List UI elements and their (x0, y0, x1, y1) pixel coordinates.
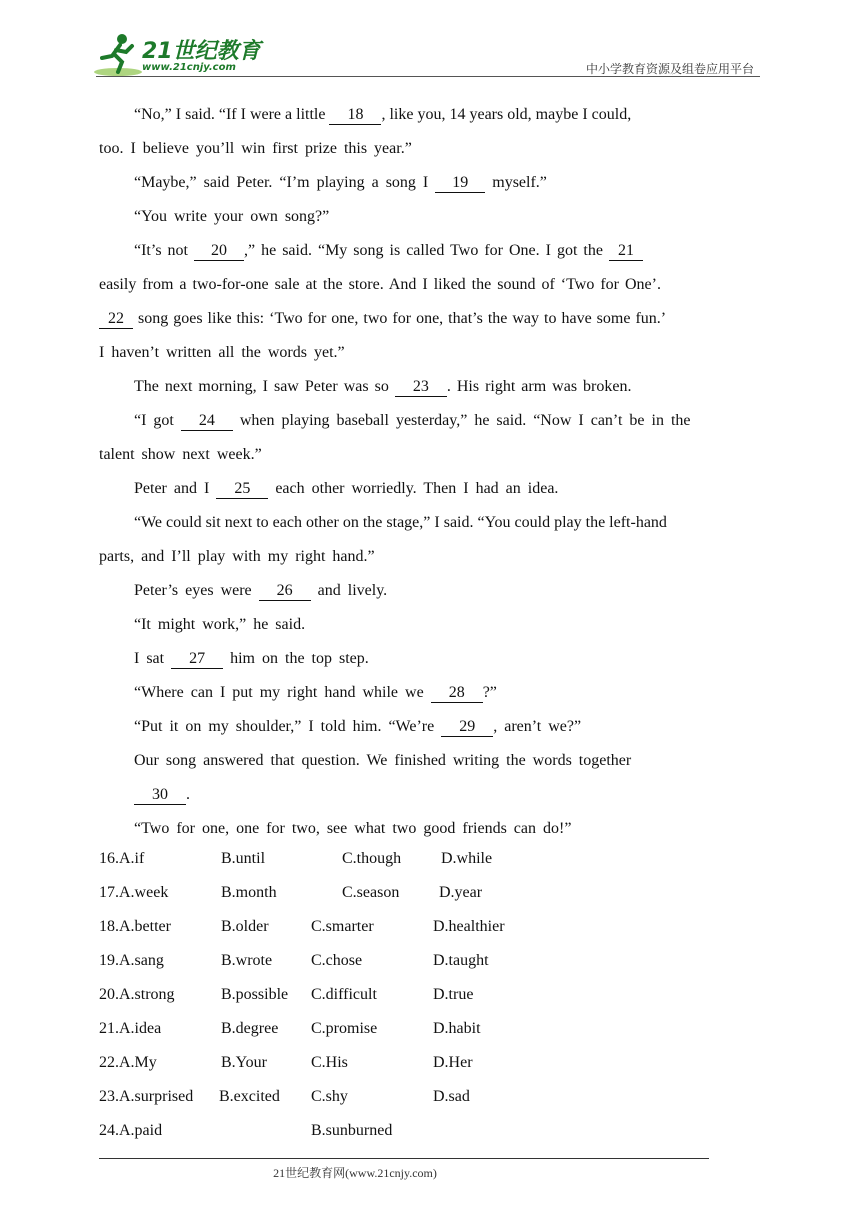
option-21b: B.degree (221, 1020, 279, 1037)
text-run: “It might work,” he said. (134, 616, 306, 633)
text-run: I sat (134, 650, 172, 667)
passage-line (99, 676, 761, 710)
option-24a: 24.A.paid (99, 1122, 163, 1139)
option-19a: 19.A.sang (99, 952, 164, 969)
blank-26: 26 (259, 582, 311, 601)
option-21d: D.habit (433, 1020, 481, 1037)
text-run: song goes like this: ‘Two for one, two for one, that’s the way to have some fun.’ (133, 310, 667, 327)
footer-divider (99, 1158, 709, 1159)
text-run: Our song answered that question. We finished writing the words together (134, 752, 632, 769)
option-20d: D.true (433, 986, 474, 1003)
text-run: , aren’t we?” (493, 718, 582, 735)
text-run: “It’s not (134, 242, 194, 259)
text-run: each other worriedly. Then I had an idea. (268, 480, 559, 497)
passage-line (99, 200, 761, 234)
passage-line (99, 778, 761, 812)
passage-line (99, 98, 761, 132)
passage-line (99, 540, 761, 574)
option-16c: C.though (342, 850, 402, 867)
option-17d: D.year (439, 884, 483, 901)
passage-line (99, 336, 761, 370)
text-run: ,” he said. “My song is called Two for One. I got the (244, 242, 609, 259)
option-19b: B.wrote (221, 952, 273, 969)
text-run: “Put it on my shoulder,” I told him. “We’re (134, 718, 442, 735)
passage-line (99, 404, 761, 438)
option-19d: D.taught (433, 952, 489, 969)
option-18a: 18.A.better (99, 918, 171, 935)
text-run: him on the top step. (223, 650, 369, 667)
logo-url: www.21cnjy.com (142, 62, 236, 73)
option-23d: D.sad (433, 1088, 470, 1105)
passage-line (99, 472, 761, 506)
text-run: “You write your own song?” (134, 208, 330, 225)
option-17a: 17.A.week (99, 884, 169, 901)
option-16d: D.while (441, 850, 493, 867)
option-18b: B.older (221, 918, 269, 935)
blank-21: 21 (609, 242, 643, 261)
option-19c: C.chose (311, 952, 363, 969)
blank-28: 28 (431, 684, 483, 703)
option-20c: C.difficult (311, 986, 377, 1003)
blank-25: 25 (216, 480, 268, 499)
site-logo (92, 32, 262, 80)
option-17c: C.season (342, 884, 400, 901)
page-footer (0, 1164, 860, 1181)
option-23c: C.shy (311, 1088, 348, 1105)
passage-line (99, 744, 761, 778)
blank-29: 29 (441, 718, 493, 737)
runner-logo-icon (92, 32, 142, 78)
text-run: parts, and I’ll play with my right hand.” (99, 548, 375, 565)
option-18c: C.smarter (311, 918, 374, 935)
text-run: easily from a two-for-one sale at the store. And I liked the sound of ‘Two for One’. (99, 276, 661, 293)
text-run: “We could sit next to each other on the stage,” I said. “You could play the left-hand (134, 514, 667, 531)
passage-line (99, 234, 761, 268)
text-run: when playing baseball yesterday,” he said. “Now I can’t be in the (232, 412, 691, 429)
platform-name: 中小学教育资源及组卷应用平台 (585, 62, 754, 76)
blank-22: 22 (99, 310, 133, 329)
page-header (0, 0, 860, 80)
text-run: . His right arm was broken. (446, 378, 632, 395)
footer-text: 21世纪教育网(www.21cnjy.com) (273, 1166, 437, 1180)
text-run: “Two for one, one for two, see what two good friends can do!” (134, 820, 572, 837)
passage-line (99, 812, 761, 846)
option-21c: C.promise (311, 1020, 378, 1037)
text-run: too. I believe you’ll win first prize this year.” (99, 140, 412, 157)
text-run: “Where can I put my right hand while we (134, 684, 431, 701)
blank-24: 24 (181, 412, 233, 431)
passage-line (99, 574, 761, 608)
passage-line (99, 438, 761, 472)
passage-line (99, 710, 761, 744)
blank-30: 30 (134, 786, 186, 805)
logo-text: 21世纪教育 (142, 39, 261, 64)
header-divider (96, 76, 760, 77)
option-23a: 23.A.surprised (99, 1088, 194, 1105)
text-run: ?” (482, 684, 497, 701)
text-run: The next morning, I saw Peter was so (134, 378, 395, 395)
passage-line (99, 370, 761, 404)
blank-18: 18 (329, 106, 381, 125)
text-run: Peter and I (134, 480, 217, 497)
blank-20: 20 (194, 242, 244, 261)
option-18d: D.healthier (433, 918, 505, 935)
passage-line (99, 132, 761, 166)
option-24b: B.sunburned (311, 1122, 393, 1139)
passage-line (99, 166, 761, 200)
text-run: , like you, 14 years old, maybe I could, (381, 106, 632, 123)
blank-19: 19 (435, 174, 485, 193)
passage-line (99, 642, 761, 676)
text-run: I haven’t written all the words yet.” (99, 344, 345, 361)
option-22b: B.Your (221, 1054, 267, 1071)
passage-line (99, 268, 761, 302)
option-22a: 22.A.My (99, 1054, 157, 1071)
option-22d: D.Her (433, 1054, 473, 1071)
text-run: and lively. (310, 582, 388, 599)
text-run: Peter’s eyes were (134, 582, 259, 599)
option-16b: B.until (221, 850, 266, 867)
text-run: “No,” I said. “If I were a little (134, 106, 330, 123)
blank-23: 23 (395, 378, 447, 397)
option-21a: 21.A.idea (99, 1020, 162, 1037)
text-run: “I got (134, 412, 181, 429)
blank-27: 27 (171, 650, 223, 669)
option-17b: B.month (221, 884, 277, 901)
option-16a: 16.A.if (99, 850, 145, 867)
text-run: “Maybe,” said Peter. “I’m playing a song I (134, 174, 436, 191)
option-23b: B.excited (219, 1088, 280, 1105)
option-20b: B.possible (221, 986, 289, 1003)
option-22c: C.His (311, 1054, 348, 1071)
option-20a: 20.A.strong (99, 986, 175, 1003)
passage-line (99, 302, 761, 336)
passage-line (99, 506, 761, 540)
text-run: myself.” (485, 174, 547, 191)
passage-line (99, 608, 761, 642)
text-run: . (186, 786, 190, 803)
text-run: talent show next week.” (99, 446, 262, 463)
